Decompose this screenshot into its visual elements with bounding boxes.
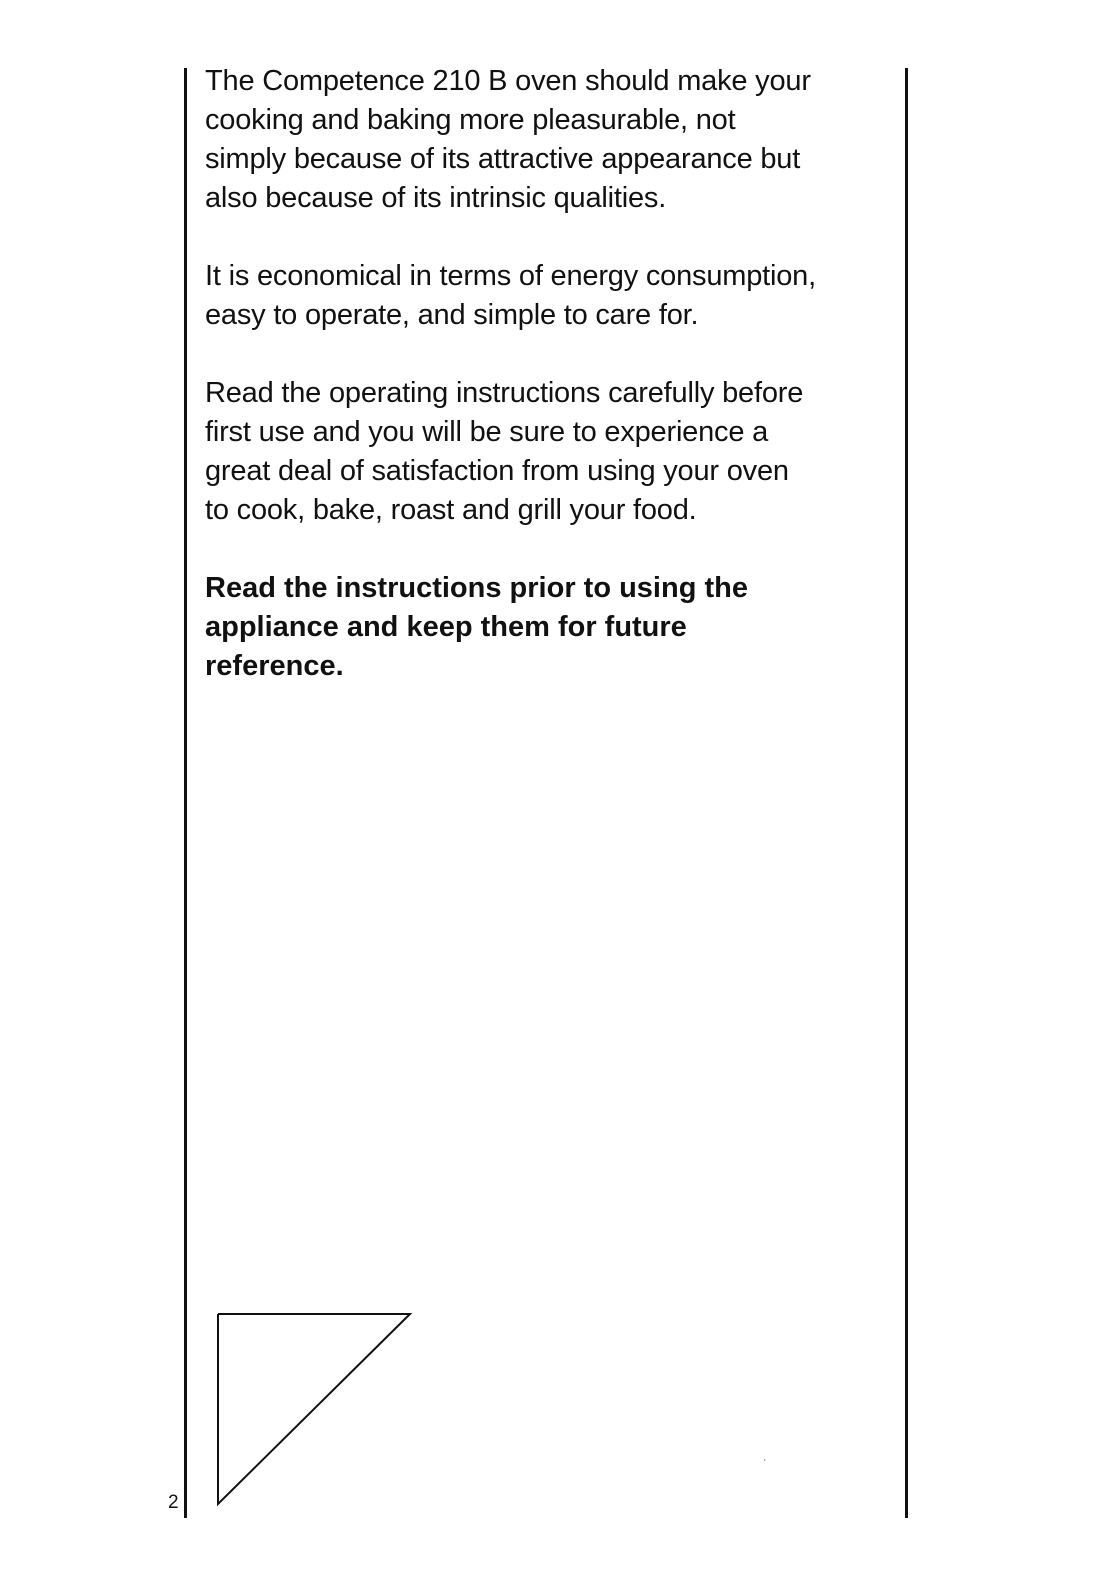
left-margin-rule [184, 68, 187, 1518]
print-speck: ʿ [763, 1458, 767, 1470]
warning-paragraph: Read the instructions prior to using the appliance and keep them for future reference. [205, 572, 748, 682]
right-margin-rule [905, 68, 908, 1518]
page-number: 2 [168, 1492, 179, 1513]
intro-paragraph: The Competence 210 B oven should make your cooking and baking more pleasurable, not simply because of its attractive appearance but also because of its intrinsic qualities. [205, 65, 811, 214]
triangle-mark-icon [212, 1310, 418, 1510]
document-body [205, 62, 895, 725]
instructions-paragraph: Read the operating instructions carefully before first use and you will be sure to experience a great deal of satisfaction from using your oven to cook, bake, roast and grill your food. [205, 377, 804, 526]
economy-paragraph: It is economical in terms of energy consumption, easy to operate, and simple to care for. [205, 260, 816, 331]
